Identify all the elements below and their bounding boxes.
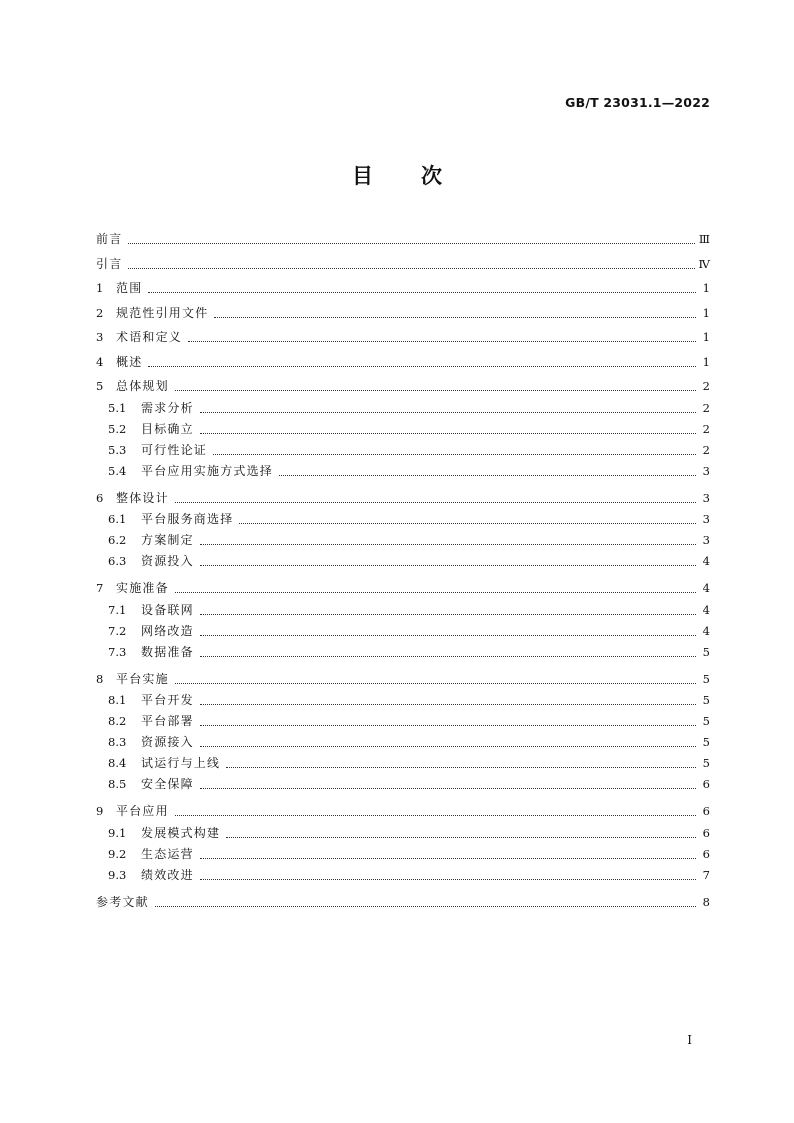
toc-entry-label: 整体设计 <box>116 490 169 505</box>
toc-leader-dots <box>226 836 696 838</box>
toc-entry-page: 4 <box>702 554 710 568</box>
toc-leader-dots <box>200 724 696 726</box>
toc-entry-label: 平台应用实施方式选择 <box>141 463 274 478</box>
toc-entry-label: 方案制定 <box>141 533 194 547</box>
toc-entry[interactable] <box>96 711 710 729</box>
toc-entry[interactable] <box>96 798 710 819</box>
toc-leader-dots <box>279 474 696 476</box>
toc-leader-dots <box>214 316 696 318</box>
toc-leader-dots <box>188 340 696 342</box>
toc-entry-label: 平台实施 <box>116 671 169 686</box>
toc-entry-number: 3 <box>96 330 104 344</box>
toc-entry[interactable] <box>96 300 710 321</box>
toc-entry-number: 7.2 <box>108 623 127 638</box>
toc-entry[interactable] <box>96 373 710 394</box>
toc-entry-page: 4 <box>702 623 710 638</box>
toc-entry-page: 2 <box>702 400 710 415</box>
toc-entry-number: 8 <box>96 671 104 686</box>
toc-entry-number: 6.2 <box>108 533 127 547</box>
toc-leader-dots <box>175 814 696 816</box>
toc-entry-page: 5 <box>702 671 710 686</box>
toc-entry-number: 2 <box>96 305 104 320</box>
toc-entry-page: Ⅲ <box>698 232 710 246</box>
toc-entry[interactable] <box>96 844 710 862</box>
toc-entry-label: 平台开发 <box>141 693 194 707</box>
toc-entry[interactable] <box>96 226 710 247</box>
toc-entry-label: 数据准备 <box>141 644 194 659</box>
toc-entry-label: 资源投入 <box>141 554 194 568</box>
page-folio: I <box>687 1033 692 1047</box>
toc-leader-dots <box>200 432 696 434</box>
toc-entry-page: 3 <box>702 463 710 478</box>
toc-entry-label: 可行性论证 <box>141 442 208 457</box>
toc-entry-label: 平台应用 <box>116 804 169 818</box>
toc-entry-label: 平台部署 <box>141 714 194 728</box>
toc-entry-label: 平台服务商选择 <box>141 512 234 526</box>
toc-entry-number: 6.1 <box>108 512 127 526</box>
toc-leader-dots <box>200 655 696 657</box>
toc-entry[interactable] <box>96 621 710 639</box>
toc-entry-page: 5 <box>702 735 710 749</box>
toc-entry-number: 8.2 <box>108 714 127 728</box>
toc-entry-label: 范围 <box>116 281 143 295</box>
toc-leader-dots <box>175 682 696 684</box>
toc-leader-dots <box>175 501 696 503</box>
toc-entry[interactable] <box>96 398 710 416</box>
toc-entry-page: 6 <box>702 777 710 791</box>
toc-entry-page: 3 <box>702 512 710 526</box>
standard-code: GB/T 23031.1—2022 <box>565 95 710 110</box>
toc-entry[interactable] <box>96 419 710 437</box>
toc-entry-number: 7 <box>96 581 104 595</box>
toc-entry[interactable] <box>96 889 710 910</box>
toc-entry[interactable] <box>96 440 710 458</box>
toc-entry-label: 总体规划 <box>116 379 169 393</box>
toc-entry-number: 8.1 <box>108 693 127 707</box>
toc-entry-page: 5 <box>702 644 710 659</box>
toc-entry-page: 1 <box>702 305 710 320</box>
toc-entry-page: 6 <box>702 825 710 840</box>
toc-entry-label: 资源接入 <box>141 735 194 749</box>
toc-entry-page: 6 <box>702 804 710 818</box>
toc-title <box>0 160 794 190</box>
toc-entry-number: 9 <box>96 804 104 818</box>
toc-entry[interactable] <box>96 275 710 296</box>
toc-title-char-1: 目 <box>352 164 373 188</box>
toc-entry-label: 网络改造 <box>141 623 194 638</box>
toc-leader-dots <box>200 411 696 413</box>
toc-leader-dots <box>200 564 696 566</box>
toc-entry-page: 6 <box>702 846 710 861</box>
toc-leader-dots <box>128 267 694 269</box>
toc-entry[interactable] <box>96 865 710 883</box>
toc-entry-label: 安全保障 <box>141 777 194 791</box>
toc-entry[interactable] <box>96 774 710 792</box>
toc-entry-page: 4 <box>702 602 710 617</box>
toc-entry-number: 8.4 <box>108 756 127 770</box>
toc-entry-label: 绩效改进 <box>141 867 194 882</box>
toc-entry-page: 3 <box>702 490 710 505</box>
toc-entry-label: 引言 <box>96 256 123 271</box>
toc-entry-number: 7.3 <box>108 644 127 659</box>
toc-leader-dots <box>155 905 696 907</box>
toc-entry-label: 生态运营 <box>141 846 194 861</box>
toc-entry[interactable] <box>96 251 710 272</box>
toc-entry-number: 7.1 <box>108 602 127 617</box>
toc-leader-dots <box>239 522 696 524</box>
toc-entry-page: 1 <box>702 354 710 369</box>
toc-entry[interactable] <box>96 324 710 345</box>
toc-leader-dots <box>200 787 696 789</box>
toc-entry-page: 1 <box>702 330 710 344</box>
toc-entry-page: 7 <box>702 867 710 882</box>
toc-leader-dots <box>213 453 696 455</box>
toc-entry-page: Ⅳ <box>698 256 710 271</box>
toc-leader-dots <box>226 766 696 768</box>
toc-entry[interactable] <box>96 823 710 841</box>
toc-entry-number: 9.1 <box>108 825 127 840</box>
toc-entry-number: 5.4 <box>108 463 127 478</box>
toc-entry-label: 试运行与上线 <box>141 756 221 770</box>
toc-entry-number: 9.2 <box>108 846 127 861</box>
toc-entry[interactable] <box>96 349 710 370</box>
toc-title-char-2: 次 <box>421 164 442 188</box>
toc-entry-label: 概述 <box>116 354 143 369</box>
toc-entry[interactable] <box>96 461 710 479</box>
toc-entry[interactable] <box>96 642 710 660</box>
toc-entry-number: 5 <box>96 379 104 393</box>
toc-entry-page: 4 <box>702 581 710 595</box>
toc-entry-page: 5 <box>702 756 710 770</box>
toc-entry-number: 9.3 <box>108 867 127 882</box>
toc-entry-page: 5 <box>702 714 710 728</box>
toc-leader-dots <box>128 242 695 244</box>
toc-leader-dots <box>175 591 696 593</box>
toc-entry-label: 目标确立 <box>141 421 194 436</box>
toc-entry-label: 实施准备 <box>116 581 169 595</box>
toc-entry-number: 5.2 <box>108 421 127 436</box>
toc-leader-dots <box>200 878 696 880</box>
toc-leader-dots <box>148 291 696 293</box>
toc-leader-dots <box>175 389 696 391</box>
toc-entry-page: 5 <box>702 693 710 707</box>
toc-entry[interactable] <box>96 575 710 596</box>
toc-entry-page: 2 <box>702 442 710 457</box>
toc-entry-number: 5.1 <box>108 400 127 415</box>
toc-entry-number: 4 <box>96 354 104 369</box>
toc-entry-number: 5.3 <box>108 442 127 457</box>
toc-leader-dots <box>200 745 696 747</box>
toc-leader-dots <box>148 365 696 367</box>
toc-entry-label: 前言 <box>96 232 123 246</box>
toc-entry-number: 8.5 <box>108 777 127 791</box>
toc-leader-dots <box>200 613 696 615</box>
toc-entry-number: 8.3 <box>108 735 127 749</box>
toc-entry-label: 术语和定义 <box>116 330 183 344</box>
toc-entry-page: 8 <box>702 894 710 909</box>
toc-entry[interactable] <box>96 530 710 548</box>
toc-entry[interactable] <box>96 666 710 687</box>
toc-entry-page: 2 <box>702 379 710 393</box>
toc-entry[interactable] <box>96 485 710 506</box>
toc-entry-label: 发展模式构建 <box>141 825 221 840</box>
toc-entry[interactable] <box>96 732 710 750</box>
toc-entry-label: 设备联网 <box>141 602 194 617</box>
toc-entry-page: 1 <box>702 281 710 295</box>
toc-leader-dots <box>200 703 696 705</box>
toc-entry[interactable] <box>96 551 710 569</box>
toc-entry[interactable] <box>96 509 710 527</box>
toc-entry-label: 规范性引用文件 <box>116 305 209 320</box>
toc-leader-dots <box>200 543 696 545</box>
toc-entry-page: 3 <box>702 533 710 547</box>
table-of-contents <box>96 226 710 913</box>
toc-leader-dots <box>200 857 696 859</box>
toc-entry[interactable] <box>96 753 710 771</box>
toc-entry-page: 2 <box>702 421 710 436</box>
toc-entry-number: 6 <box>96 490 104 505</box>
toc-entry-label: 需求分析 <box>141 400 194 415</box>
toc-entry-label: 参考文献 <box>96 894 149 909</box>
toc-entry-number: 1 <box>96 281 104 295</box>
toc-entry[interactable] <box>96 690 710 708</box>
toc-entry-number: 6.3 <box>108 554 127 568</box>
toc-entry[interactable] <box>96 600 710 618</box>
toc-leader-dots <box>200 634 696 636</box>
